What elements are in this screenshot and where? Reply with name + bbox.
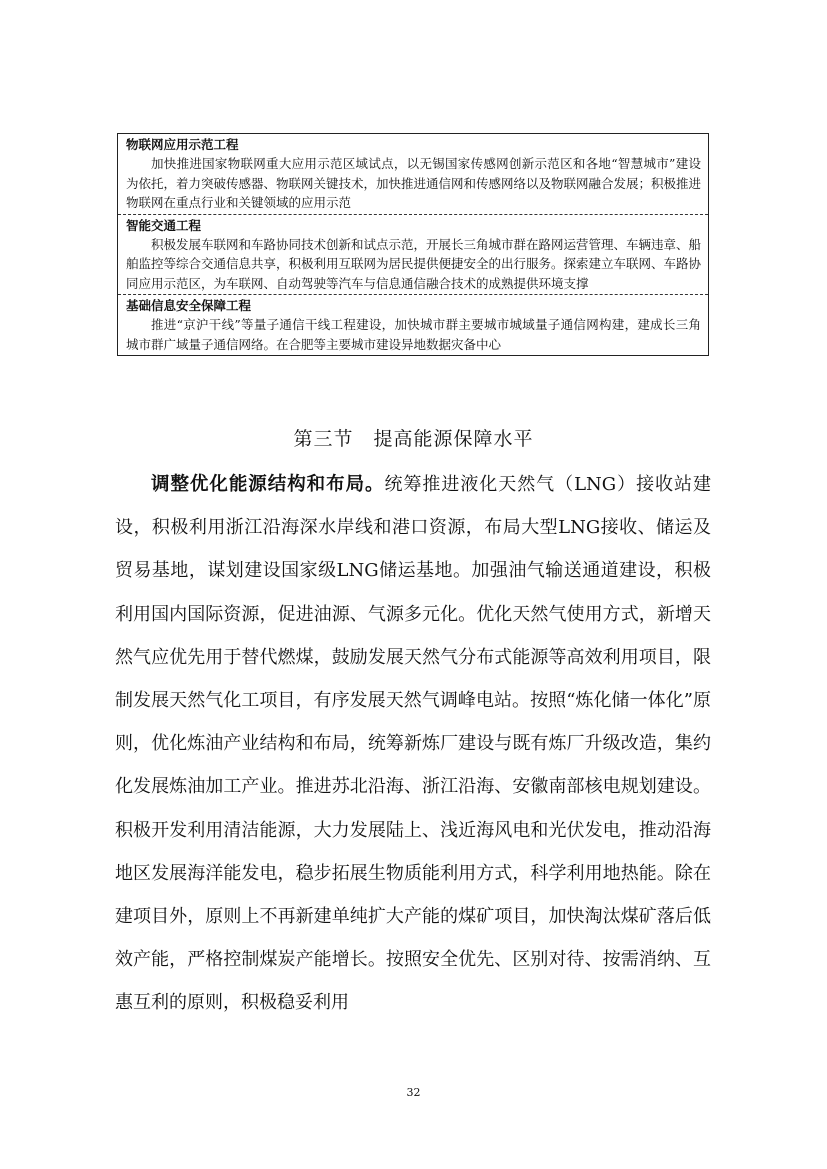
box-section-iot bbox=[118, 134, 708, 214]
box-section-info-security bbox=[118, 294, 708, 355]
paragraph-text: 统筹推进液化天然气（LNG）接收站建设，积极利用浙江沿海深水岸线和港口资源，布局大型LNG接收、储运及贸易基地，谋划建设国家级LNG储运基地。加强油气输送通道建设，积极利用国内国际资源，促进油源、气源多元化。优化天然气使用方式，新增天然气应优先用于替代燃煤，鼓励发展天然气分布式能源等高效利用项目，限制发展天然气化工项目，有序发展天然气调峰电站。按照“炼化储一体化”原则，优化炼油产业结构和布局，统筹新炼厂建设与既有炼厂升级改造，集约化发展炼油加工产业。推进苏北沿海、浙江沿海、安徽南部核电规划建设。积极开发利用清洁能源，大力发展陆上、浅近海风电和光伏发电，推动沿海地区发展海洋能发电，稳步拓展生物质能利用方式，科学利用地热能。除在建项目外，原则上不再新建单纯扩大产能的煤矿项目，加快淘汰煤矿落后低效产能，严格控制煤炭产能增长。按照安全优先、区别对待、按需消纳、互惠互利的原则，积极稳妥利用 bbox=[115, 474, 711, 1014]
section-heading: 提高能源保障水平 bbox=[373, 428, 534, 450]
box-heading: 基础信息安全保障工程 bbox=[126, 298, 252, 313]
section-number: 第三节 bbox=[293, 428, 354, 450]
box-section-smart-transport bbox=[118, 214, 708, 295]
box-heading: 物联网应用示范工程 bbox=[126, 137, 239, 152]
project-box-table bbox=[117, 133, 709, 356]
box-body-text: 推进“京沪干线”等量子通信干线工程建设，加快城市群主要城市城域量子通信网构建，建成长三角城市群广域量子通信网络。在合肥等主要城市建设异地数据灾备中心 bbox=[126, 317, 701, 352]
section-title bbox=[0, 426, 827, 452]
box-body-text: 积极发展车联网和车路协同技术创新和试点示范，开展长三角城市群在路网运营管理、车辆违章、船舶监控等综合交通信息共享，积极利用互联网为居民提供便捷安全的出行服务。探索建立车联网、车路协同应用示范区，为车联网、自动驾驶等汽车与信息通信融合技术的成熟提供环境支撑 bbox=[126, 236, 702, 291]
box-heading: 智能交通工程 bbox=[126, 217, 202, 233]
box-body-text: 加快推进国家物联网重大应用示范区域试点，以无锡国家传感网创新示范区和各地“智慧城市”建设为依托，着力突破传感器、物联网关键技术，加快推进通信网和传感网络以及物联网融合发展；积极推进物联网在重点行业和关键领域的应用示范 bbox=[126, 156, 702, 210]
page-number: 32 bbox=[406, 1086, 421, 1099]
paragraph-lead: 调整优化能源结构和布局。 bbox=[151, 474, 385, 495]
body-paragraph bbox=[115, 463, 711, 1025]
